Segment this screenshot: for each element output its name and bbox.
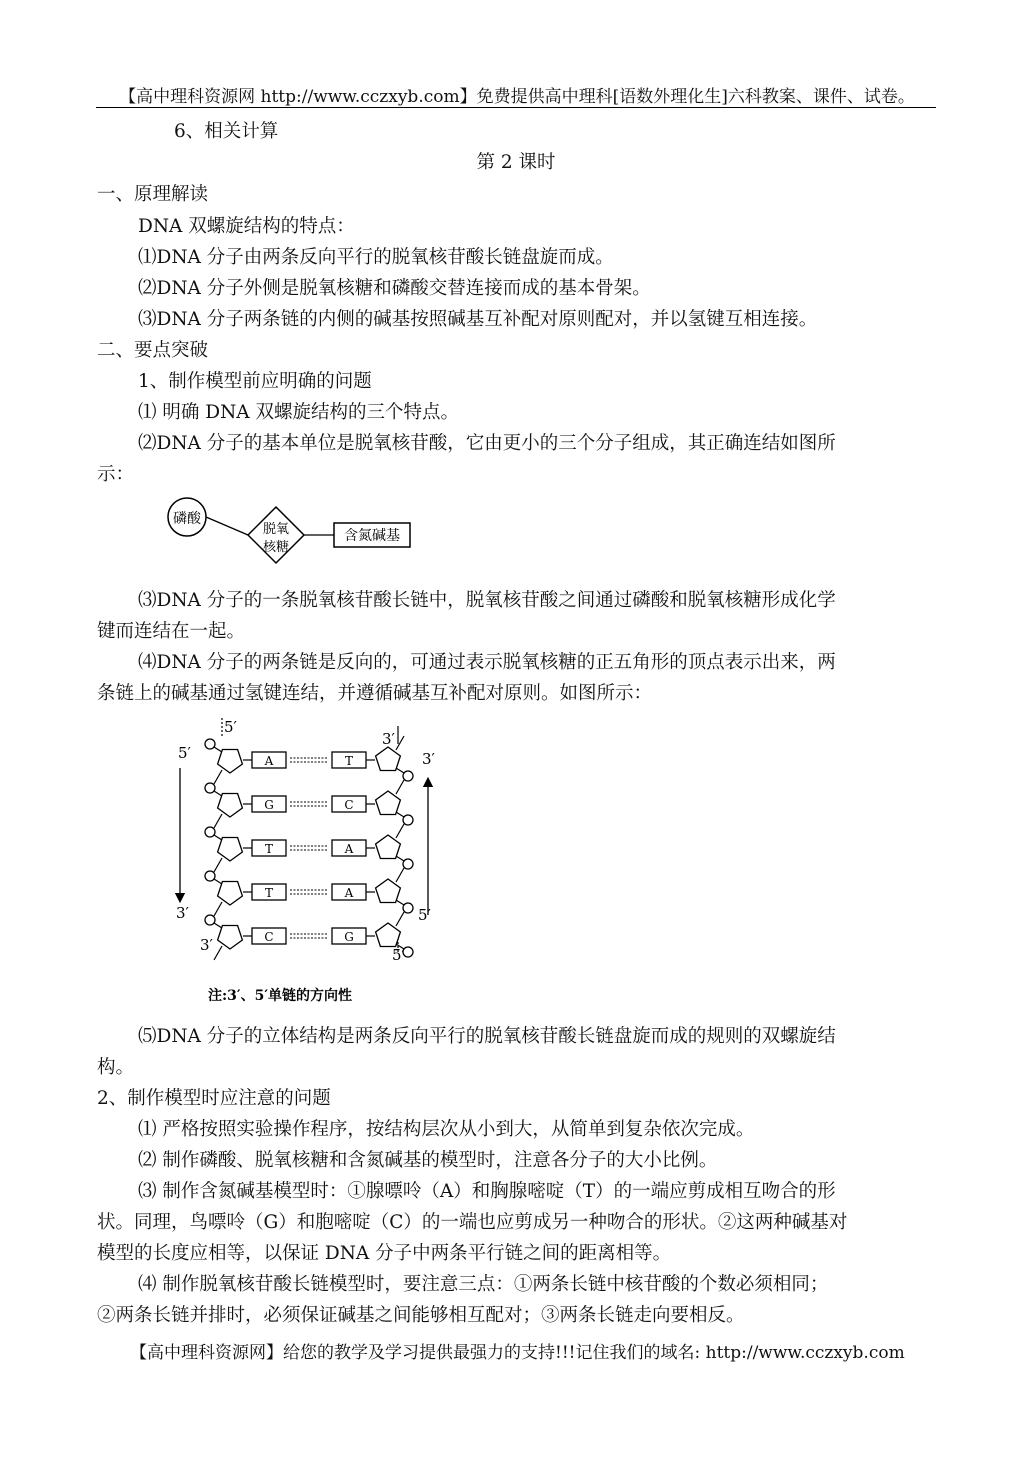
right-backbone-bond <box>396 812 404 817</box>
sugar-label-line-2: 核糖 <box>262 540 290 555</box>
sugar-label-line-1: 脱氧 <box>262 522 290 537</box>
dna-diagram <box>160 710 460 1010</box>
left-sugar-pentagon <box>218 794 243 818</box>
left-base-letter: G <box>264 798 274 812</box>
lesson-title: 第 2 课时 <box>476 152 556 173</box>
right-base-letter: A <box>344 886 354 900</box>
label-bottom-left-3prime: 3′ <box>200 936 213 954</box>
subheading-during-model: 2、制作模型时应注意的问题 <box>97 1088 331 1109</box>
page-header: 【高中理科资源网 http://www.cczxyb.com】免费提供高中理科[语数外理化生]六科教案、课件、试卷。 <box>119 87 915 107</box>
right-backbone-bond <box>396 780 404 794</box>
right-sugar-pentagon <box>376 747 401 771</box>
nucleotide-diagram <box>160 495 420 565</box>
note-3-line-3: 模型的长度应相等，以保证 DNA 分子中两条平行链之间的距离相等。 <box>97 1243 672 1264</box>
note-4-line-1: ⑷ 制作脱氧核苷酸长链模型时，要注意三点：①两条长链中核苷酸的个数必须相同； <box>138 1274 829 1295</box>
point-4-line-1: ⑷DNA 分子的两条链是反向的，可通过表示脱氧核糖的正五角形的顶点表示出来，两 <box>138 652 836 673</box>
note-3-line-2: 状。同理，鸟嘌呤（G）和胞嘧啶（C）的一端也应剪成另一种吻合的形状。②这两种碱基对 <box>97 1212 848 1233</box>
label-right-arrow-bottom: 5′ <box>418 906 431 924</box>
right-backbone-bond <box>396 824 404 838</box>
right-phosphate <box>403 903 413 913</box>
right-phosphate <box>403 771 413 781</box>
left-phosphate <box>205 783 215 793</box>
left-backbone-bond <box>214 835 222 840</box>
point-5-line-2: 构。 <box>97 1057 135 1078</box>
right-sugar-pentagon <box>376 835 401 859</box>
phosphate-label: 磷酸 <box>173 511 201 527</box>
note-3-line-1: ⑶ 制作含氮碱基模型时：①腺嘌呤（A）和胸腺嘧啶（T）的一端应剪成相互吻合的形 <box>138 1181 836 1202</box>
point-3-line-2: 键而连结在一起。 <box>97 621 246 642</box>
right-backbone-bond <box>396 768 404 773</box>
right-sugar-pentagon <box>376 791 401 815</box>
right-backbone-bond <box>396 900 404 905</box>
left-backbone-bond <box>214 791 222 796</box>
note-4-line-2: ②两条长链并排时，必须保证碱基之间能够相互配对；③两条长链走向要相反。 <box>97 1305 745 1326</box>
right-backbone-bond <box>396 856 404 861</box>
left-sugar-pentagon <box>218 882 243 906</box>
left-base-letter: T <box>264 842 274 856</box>
right-base-letter: T <box>344 754 354 768</box>
point-4-line-2: 条链上的碱基通过氢键连结，并遵循碱基互补配对原则。如图所示： <box>97 683 653 704</box>
left-base-letter: C <box>264 930 274 944</box>
section-title: 6、相关计算 <box>174 121 279 142</box>
left-backbone-bond <box>214 770 222 784</box>
subheading-before-model: 1、制作模型前应明确的问题 <box>138 371 372 392</box>
left-base-letter: A <box>264 754 274 768</box>
label-right-arrow-top: 3′ <box>422 750 435 768</box>
principle-item-3: ⑶DNA 分子两条链的内侧的碱基按照碱基互补配对原则配对，并以氢键互相连接。 <box>138 309 818 330</box>
point-3-line-1: ⑶DNA 分子的一条脱氧核苷酸长链中，脱氧核苷酸之间通过磷酸和脱氧核糖形成化学 <box>138 590 836 611</box>
page-footer: 【高中理科资源网】给您的教学及学习提供最强力的支持!!!记住我们的域名: http://www.cczxyb.com <box>130 1343 905 1363</box>
right-backbone-bond <box>396 912 404 926</box>
right-backbone-bond <box>396 736 404 750</box>
right-base-letter: A <box>344 842 354 856</box>
point-5-line-1: ⑸DNA 分子的立体结构是两条反向平行的脱氧核苷酸长链盘旋而成的规则的双螺旋结 <box>138 1026 836 1047</box>
right-backbone-bond <box>396 868 404 882</box>
right-base-letter: C <box>344 798 354 812</box>
left-phosphate <box>205 827 215 837</box>
point-2-line-1: ⑵DNA 分子的基本单位是脱氧核苷酸，它由更小的三个分子组成，其正确连结如图所 <box>138 433 836 454</box>
label-top-right-3prime: 3′ <box>382 730 395 748</box>
left-backbone-bond <box>214 902 222 916</box>
left-backbone-bond <box>214 747 222 752</box>
right-phosphate <box>403 859 413 869</box>
phosphate-sugar-bond <box>206 517 248 535</box>
left-backbone-bond <box>214 923 222 928</box>
right-base-letter: G <box>344 930 354 944</box>
left-backbone-bond <box>214 946 222 960</box>
note-2: ⑵ 制作磷酸、脱氧核糖和含氮碱基的模型时，注意各分子的大小比例。 <box>138 1150 718 1171</box>
left-backbone-bond <box>214 814 222 828</box>
principles-intro: DNA 双螺旋结构的特点： <box>138 216 355 237</box>
right-sugar-pentagon <box>376 923 401 947</box>
left-phosphate <box>205 739 215 749</box>
left-backbone-bond <box>214 858 222 872</box>
principle-item-1: ⑴DNA 分子由两条反向平行的脱氧核苷酸长链盘旋而成。 <box>138 247 614 268</box>
note-1: ⑴ 严格按照实验操作程序，按结构层次从小到大，从简单到复杂依次完成。 <box>138 1119 755 1140</box>
left-sugar-pentagon <box>218 926 243 950</box>
label-left-arrow-top: 5′ <box>178 744 191 762</box>
heading-principles: 一、原理解读 <box>97 184 209 205</box>
principle-item-2: ⑵DNA 分子外侧是脱氧核糖和磷酸交替连接而成的基本骨架。 <box>138 278 651 299</box>
point-2-line-2: 示： <box>97 464 135 485</box>
left-backbone-bond <box>214 879 222 884</box>
base-label: 含氮碱基 <box>344 528 400 544</box>
point-1: ⑴ 明确 DNA 双螺旋结构的三个特点。 <box>138 402 460 423</box>
left-base-letter: T <box>264 886 274 900</box>
left-sugar-pentagon <box>218 750 243 774</box>
dna-note: 注:3′、5′单链的方向性 <box>208 988 353 1004</box>
label-top-left-5prime: 5′ <box>224 718 237 736</box>
left-sugar-pentagon <box>218 838 243 862</box>
header-divider <box>96 107 936 108</box>
right-phosphate <box>403 815 413 825</box>
right-sugar-pentagon <box>376 879 401 903</box>
label-bottom-right-5prime: 5′ <box>392 946 405 964</box>
left-phosphate <box>205 871 215 881</box>
heading-key-points: 二、要点突破 <box>97 340 209 361</box>
label-left-arrow-bottom: 3′ <box>176 904 189 922</box>
left-phosphate <box>205 915 215 925</box>
